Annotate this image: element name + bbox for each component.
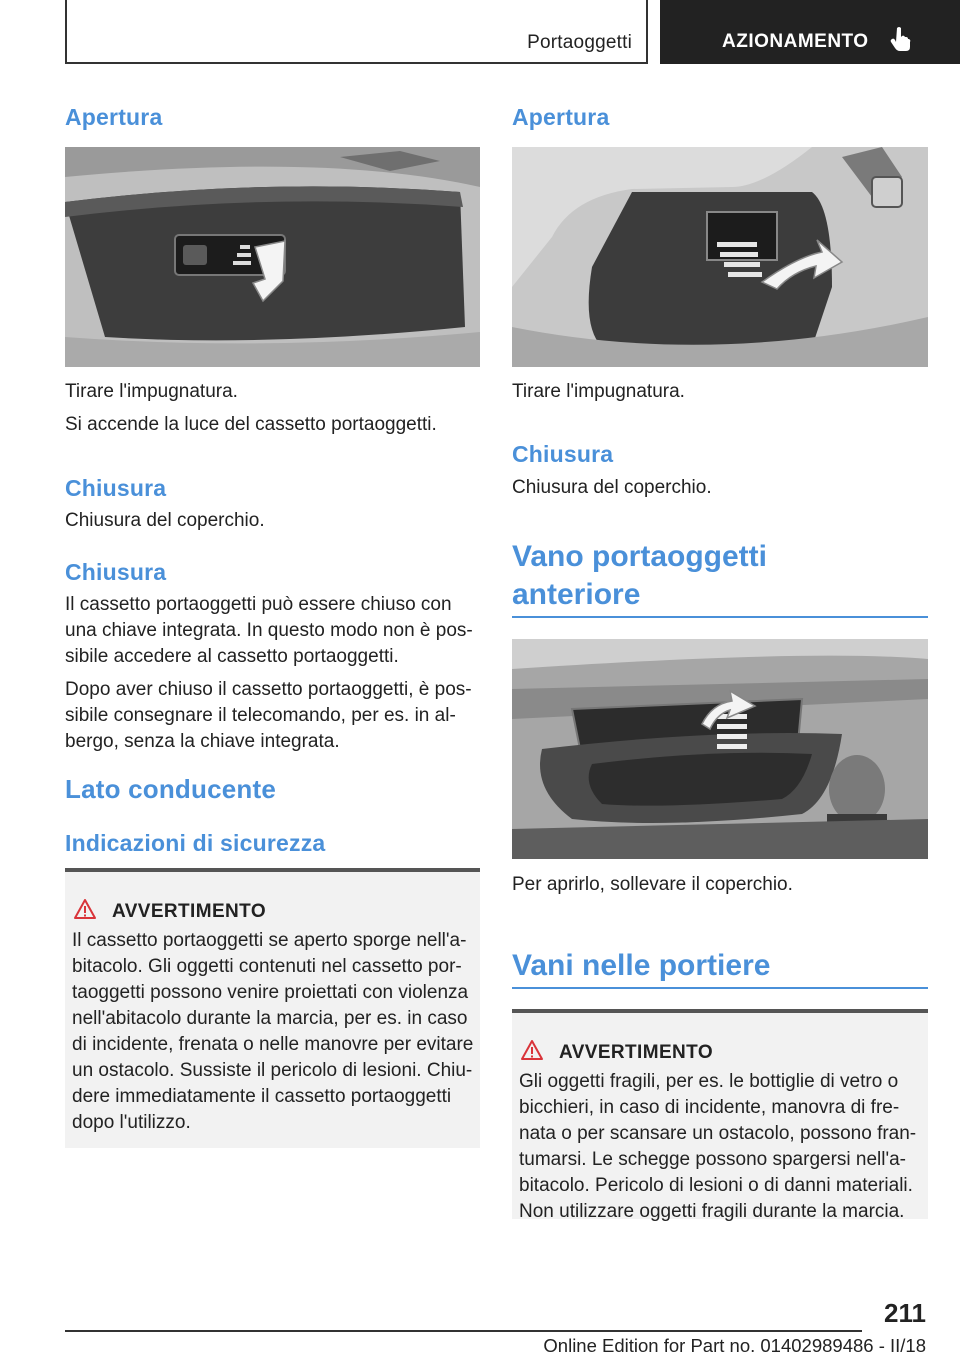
heading-apertura-right: Apertura	[512, 104, 610, 130]
header-section-title: Portaoggetti	[527, 32, 632, 53]
warning-line: taoggetti possono venire proiettati con violenza	[72, 982, 469, 1003]
heading-vani-portiere: Vani nelle portiere	[512, 949, 771, 982]
footer-rule	[65, 1330, 862, 1332]
warning-line: Gli oggetti fragili, per es. le bottiglie di vetro o	[519, 1071, 899, 1092]
text-chiave-1: Il cassetto portaoggetti può essere chiuso con	[65, 594, 452, 615]
heading-lato-conducente: Lato conducente	[65, 774, 277, 804]
warning-box-right	[512, 1009, 928, 1222]
warning-line: Non utilizzare oggetti fragili durante la marcia.	[519, 1201, 905, 1222]
text-dopo-2: sibile consegnare il telecomando, per es. in al‐	[65, 705, 456, 726]
text-aprirlo: Per aprirlo, sollevare il coperchio.	[512, 874, 793, 895]
text-chiave-2: una chiave integrata. In questo modo non è pos‐	[65, 620, 473, 641]
header-frame	[65, 0, 648, 64]
warning-line: di incidente, frenata o nelle manovre per evitare	[72, 1034, 474, 1055]
glovebox-passenger-photo	[512, 147, 928, 367]
warning-title-left: AVVERTIMENTO	[112, 901, 266, 922]
warning-line: Il cassetto portaoggetti se aperto sporge nell'a‐	[72, 930, 467, 951]
text-tirare: Tirare l'impugnatura.	[65, 381, 238, 402]
heading-indicazioni: Indicazioni di sicurezza	[65, 830, 326, 856]
warning-line: un ostacolo. Sussiste il pericolo di lesioni. Chiu‐	[72, 1060, 473, 1081]
footer-edition: Online Edition for Part no. 01402989486 - II/18	[543, 1335, 926, 1356]
heading-chiusura-2: Chiusura	[65, 559, 167, 585]
text-luce: Si accende la luce del cassetto portaoggetti.	[65, 414, 437, 435]
chapter-tab	[660, 0, 960, 64]
warning-box-left	[65, 868, 480, 1148]
glovebox-photo	[65, 147, 480, 367]
heading-vano-1: Vano portaoggetti	[512, 540, 767, 573]
warning-triangle-icon	[73, 898, 97, 920]
heading-chiusura-1: Chiusura	[65, 475, 167, 501]
section-rule	[512, 616, 928, 618]
warning-line: nata o per scansare un ostacolo, possono fran‐	[519, 1123, 917, 1144]
warning-line: dopo l'utilizzo.	[72, 1112, 191, 1133]
front-storage-photo	[512, 639, 928, 859]
text-dopo-3: bergo, senza la chiave integrata.	[65, 731, 340, 752]
warning-triangle-icon	[520, 1039, 544, 1061]
section-rule	[512, 987, 928, 989]
heading-vano-2: anteriore	[512, 578, 641, 611]
warning-title-right: AVVERTIMENTO	[559, 1042, 713, 1063]
text-chiusura-right: Chiusura del coperchio.	[512, 477, 712, 498]
pointing-hand-icon	[890, 26, 912, 52]
warning-line: nell'abitacolo durante la marcia, per es. in caso	[72, 1008, 468, 1029]
text-chiave-3: sibile accedere al cassetto portaoggetti.	[65, 646, 399, 667]
warning-line: dere immediatamente il cassetto portaoggetti	[72, 1086, 452, 1107]
heading-chiusura-right: Chiusura	[512, 441, 614, 467]
chapter-title: AZIONAMENTO	[722, 31, 869, 52]
warning-line: bicchieri, in caso di incidente, manovra di fre‐	[519, 1097, 900, 1118]
warning-line: bitacolo. Pericolo di lesioni o di danni materiali.	[519, 1175, 913, 1196]
text-tirare-right: Tirare l'impugnatura.	[512, 381, 685, 402]
warning-line: bitacolo. Gli oggetti contenuti nel cassetto por‐	[72, 956, 462, 977]
text-chiusura-1: Chiusura del coperchio.	[65, 510, 265, 531]
warning-line: tumarsi. Le schegge possono spargersi nell'a‐	[519, 1149, 907, 1170]
heading-apertura: Apertura	[65, 104, 163, 130]
text-dopo-1: Dopo aver chiuso il cassetto portaoggetti, è pos‐	[65, 679, 472, 700]
page-number: 211	[884, 1298, 926, 1328]
